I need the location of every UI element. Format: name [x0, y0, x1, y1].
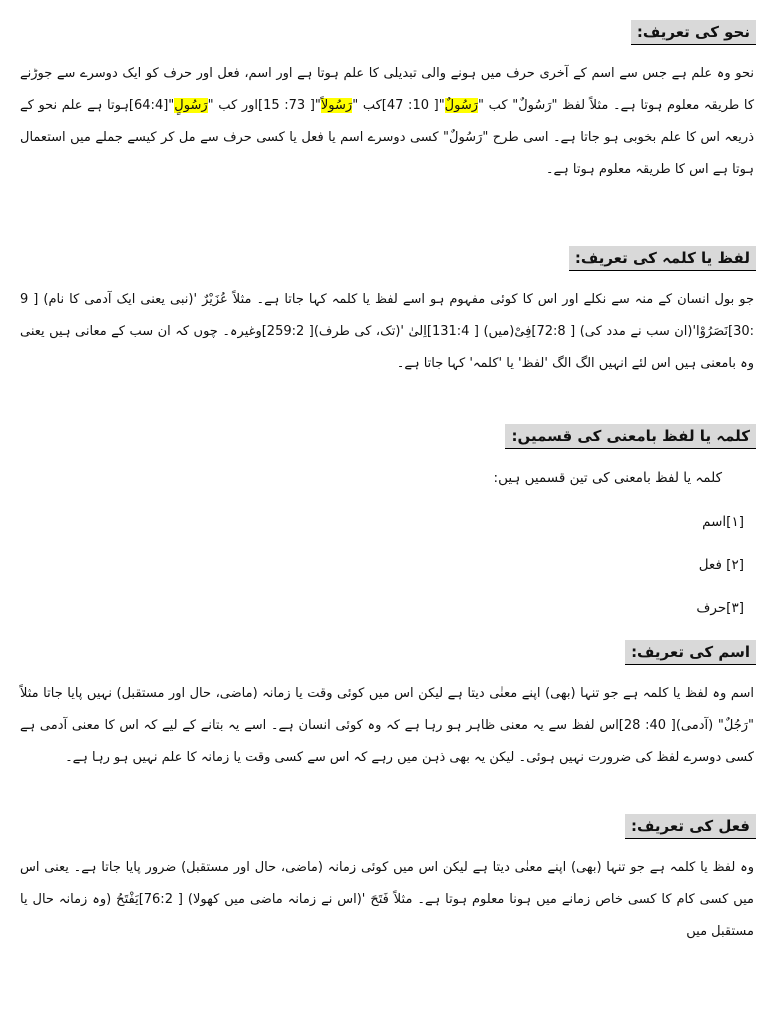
text-nahw-3: "[ 73: 15]اور کب " — [207, 98, 321, 113]
highlight-rasoolin: رَسُولٍ — [174, 98, 208, 113]
list-item-fel: [۲] فعل — [698, 557, 744, 573]
heading-nahw: نحو کی تعریف: — [631, 20, 756, 45]
text-nahw-2: "[ 10: 47]کب " — [352, 98, 445, 113]
text-nahw-4: "[64:4]ہوتا ہے علم نحو کے ذریعہ اس کا علم بخوبی ہو جاتا ہے۔ اسی طرح "رَسُولٌ" کسی دوسرے اسم یا فعل یا کسی حرف سے مل کر کیسے جملے میں استعمال ہوتا ہے اس کا طریقہ معلوم ہوتا ہے۔ — [20, 98, 754, 177]
heading-ism: اسم کی تعریف: — [625, 640, 756, 665]
paragraph-ism: اسم وہ لفظ یا کلمہ ہے جو تنہا (بھی) اپنے معنٰی دیتا ہے لیکن اس میں کوئی وقت یا زمانہ (ماضی، حال اور مستقبل) نہیں پایا جاتا مثلاً "رَجُلٌ" (آدمی)[ 40: 28]اس لفظ سے یہ معنی ظاہر ہو رہا ہے کہ وہ کوئی انسان ہے۔ اسے یہ بتانے کے لیے کہ اس کا معنی آدمی ہے کسی دوسرے لفظ کی ضرورت نہیں ہوئی۔ لیکن یہ بھی ذہن میں رہے کہ اس سے کسی وقت یا زمانہ کا علم نہیں ہو رہا ہے۔ — [20, 686, 754, 765]
paragraph-nahw — [20, 58, 754, 186]
heading-lafz: لفظ یا کلمہ کی تعریف: — [569, 246, 756, 271]
list-item-harf: [۳]حرف — [696, 600, 744, 616]
heading-aqsam: کلمہ یا لفظ بامعنی کی قسمیں: — [505, 424, 756, 449]
highlight-rasoolun: رَسُولٌ — [444, 98, 479, 113]
text-nahw-1: نحو وہ علم ہے جس سے اسم کے آخری حرف میں ہونے والی تبدیلی کا علم ہوتا ہے اور اسم، فعل اور حرف کو ایک دوسرے سے جوڑنے کا طریقہ معلوم ہوتا ہے۔ مثلاً لفظ "رَسُولٌ" کب " — [20, 66, 755, 113]
paragraph-lafz: جو بول انسان کے منہ سے نکلے اور اس کا کوئی مفہوم ہو اسے لفظ یا کلمہ کہا جاتا ہے۔ مثلاً عُزَیْرٌ '(نبی یعنی ایک آدمی کا نام) [ 9 :30]نَصَرُوْا'(ان سب نے مدد کی) [ 72:8]فِیْ(میں) [ 131:4]اِلیٰ '(تک، کی طرف)[ 259:2]وغیرہ۔ چوں کہ ان سب کے معانی ہیں یعنی وہ بامعنی ہیں اس لئے انہیں الگ الگ 'لفظ' یا 'کلمہ' کہا جاتا ہے۔ — [20, 292, 754, 371]
list-item-ism: [۱]اسم — [702, 514, 744, 530]
heading-fel: فعل کی تعریف: — [625, 814, 756, 839]
aqsam-intro: کلمہ یا لفظ بامعنی کی تین قسمیں ہیں: — [493, 470, 722, 486]
highlight-rasoolan: رَسُولاً — [320, 98, 353, 113]
paragraph-fel: وہ لفظ یا کلمہ ہے جو تنہا (بھی) اپنے معنٰی دیتا ہے لیکن اس میں کوئی زمانہ (ماضی، حال اور مستقبل) ضرور پایا جاتا ہے۔ یعنی اس میں کسی کام کا کسی خاص زمانے میں ہونا معلوم ہوتا ہے۔ مثلاً فَتَحَ '(اس نے زمانہ ماضی میں کھولا) [ 76:2]یَفْتَحُ (وہ زمانہ حال یا مستقبل میں — [20, 860, 754, 939]
